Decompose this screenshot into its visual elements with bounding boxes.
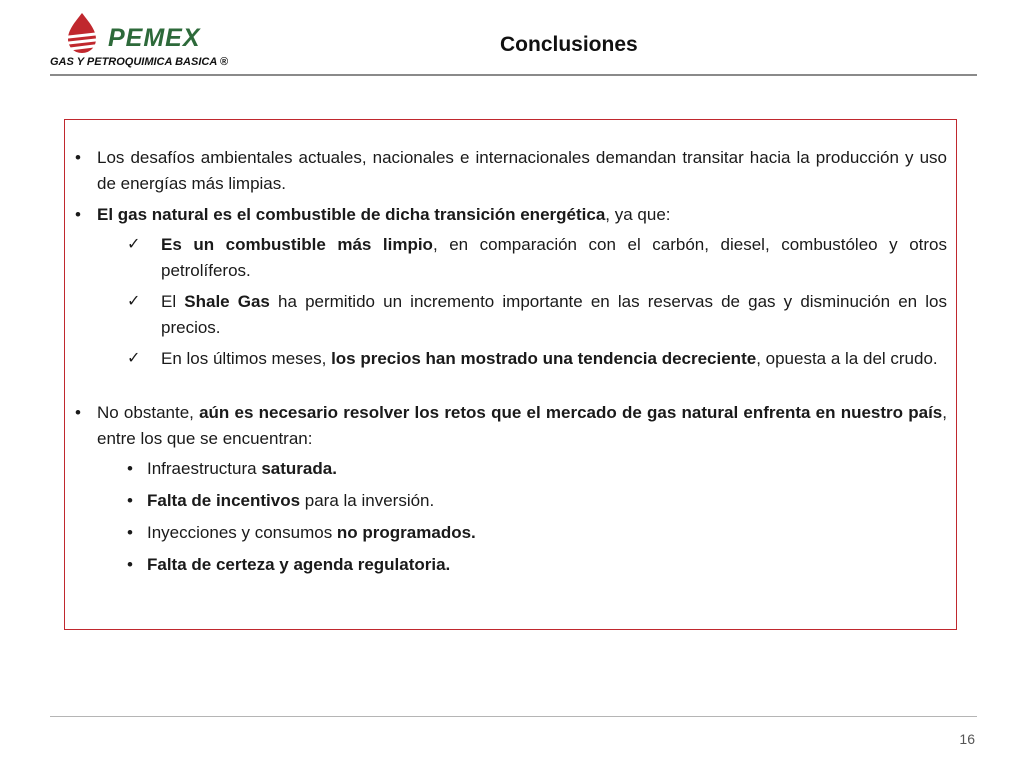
check-bold-text: los precios han mostrado una tendencia decreciente — [331, 349, 757, 368]
check-bold-text: Es un combustible más limpio — [161, 235, 433, 254]
bullet-item — [75, 202, 947, 372]
check-text: , opuesta a la del crudo. — [756, 349, 938, 368]
sub-text: Inyecciones y consumos — [147, 523, 337, 542]
bullet-text: Los desafíos ambientales actuales, nacionales e internacionales demandan transitar hacia la producción y uso de energías más limpias. — [97, 148, 947, 193]
page-title: Conclusiones — [500, 33, 638, 56]
sub-bold-text: saturada. — [261, 459, 337, 478]
check-item — [109, 232, 947, 284]
bullet-icon: • — [127, 555, 133, 574]
bullet-bold-text: El gas natural es el combustible de dicha transición energética — [97, 205, 606, 224]
footer-divider — [50, 716, 977, 717]
header-divider — [50, 74, 977, 76]
logo-subtitle: GAS Y PETROQUIMICA BASICA ® — [50, 56, 229, 68]
page-number: 16 — [959, 731, 975, 747]
checkmark-icon: ✓ — [127, 350, 141, 367]
bullet-icon: • — [75, 148, 81, 167]
checkmark-icon: ✓ — [127, 236, 141, 253]
bullet-icon: • — [127, 459, 133, 478]
bullet-bold-text: aún es necesario resolver los retos que el mercado de gas natural enfrenta en nuestro país — [199, 403, 943, 422]
bullet-text: , ya que: — [605, 205, 671, 224]
bullet-icon: • — [127, 523, 133, 542]
sub-bold-text: Falta de certeza y agenda regulatoria. — [147, 555, 451, 574]
pemex-eagle-icon — [60, 12, 104, 56]
logo-name: PEMEX — [108, 24, 201, 52]
bullet-icon: • — [75, 403, 81, 422]
check-bold-text: Shale Gas — [184, 292, 270, 311]
sub-bold-text: Falta de incentivos — [147, 491, 301, 510]
sub-bullet-item — [127, 456, 947, 482]
check-text: En los últimos meses, — [161, 349, 332, 368]
sub-text: para la inversión. — [300, 491, 435, 510]
conclusions-box — [64, 119, 957, 630]
bullet-item — [75, 400, 947, 578]
sub-bullet-item — [127, 520, 947, 546]
sub-bold-text: no programados. — [336, 523, 476, 542]
check-text: El — [161, 292, 185, 311]
bullet-text: , entre los que se encuentran: — [97, 403, 947, 448]
check-text: ha permitido un incremento importante en las reservas de gas y disminución en los precios. — [161, 292, 947, 337]
check-list — [109, 232, 947, 372]
check-text: , en comparación con el carbón, diesel, combustóleo y otros petrolíferos. — [161, 235, 947, 280]
bullet-icon: • — [127, 491, 133, 510]
bullet-text: No obstante, — [97, 403, 200, 422]
bullet-item — [75, 145, 947, 197]
sub-text: Infraestructura — [147, 459, 262, 478]
bullet-icon: • — [75, 205, 81, 224]
sub-bullet-item — [127, 488, 947, 514]
checkmark-icon: ✓ — [127, 293, 141, 310]
bullet-list — [75, 145, 947, 584]
check-item — [109, 346, 947, 372]
sub-bullet-list — [127, 456, 947, 578]
check-item — [109, 289, 947, 341]
pemex-logo — [50, 10, 240, 74]
sub-bullet-item — [127, 552, 947, 578]
